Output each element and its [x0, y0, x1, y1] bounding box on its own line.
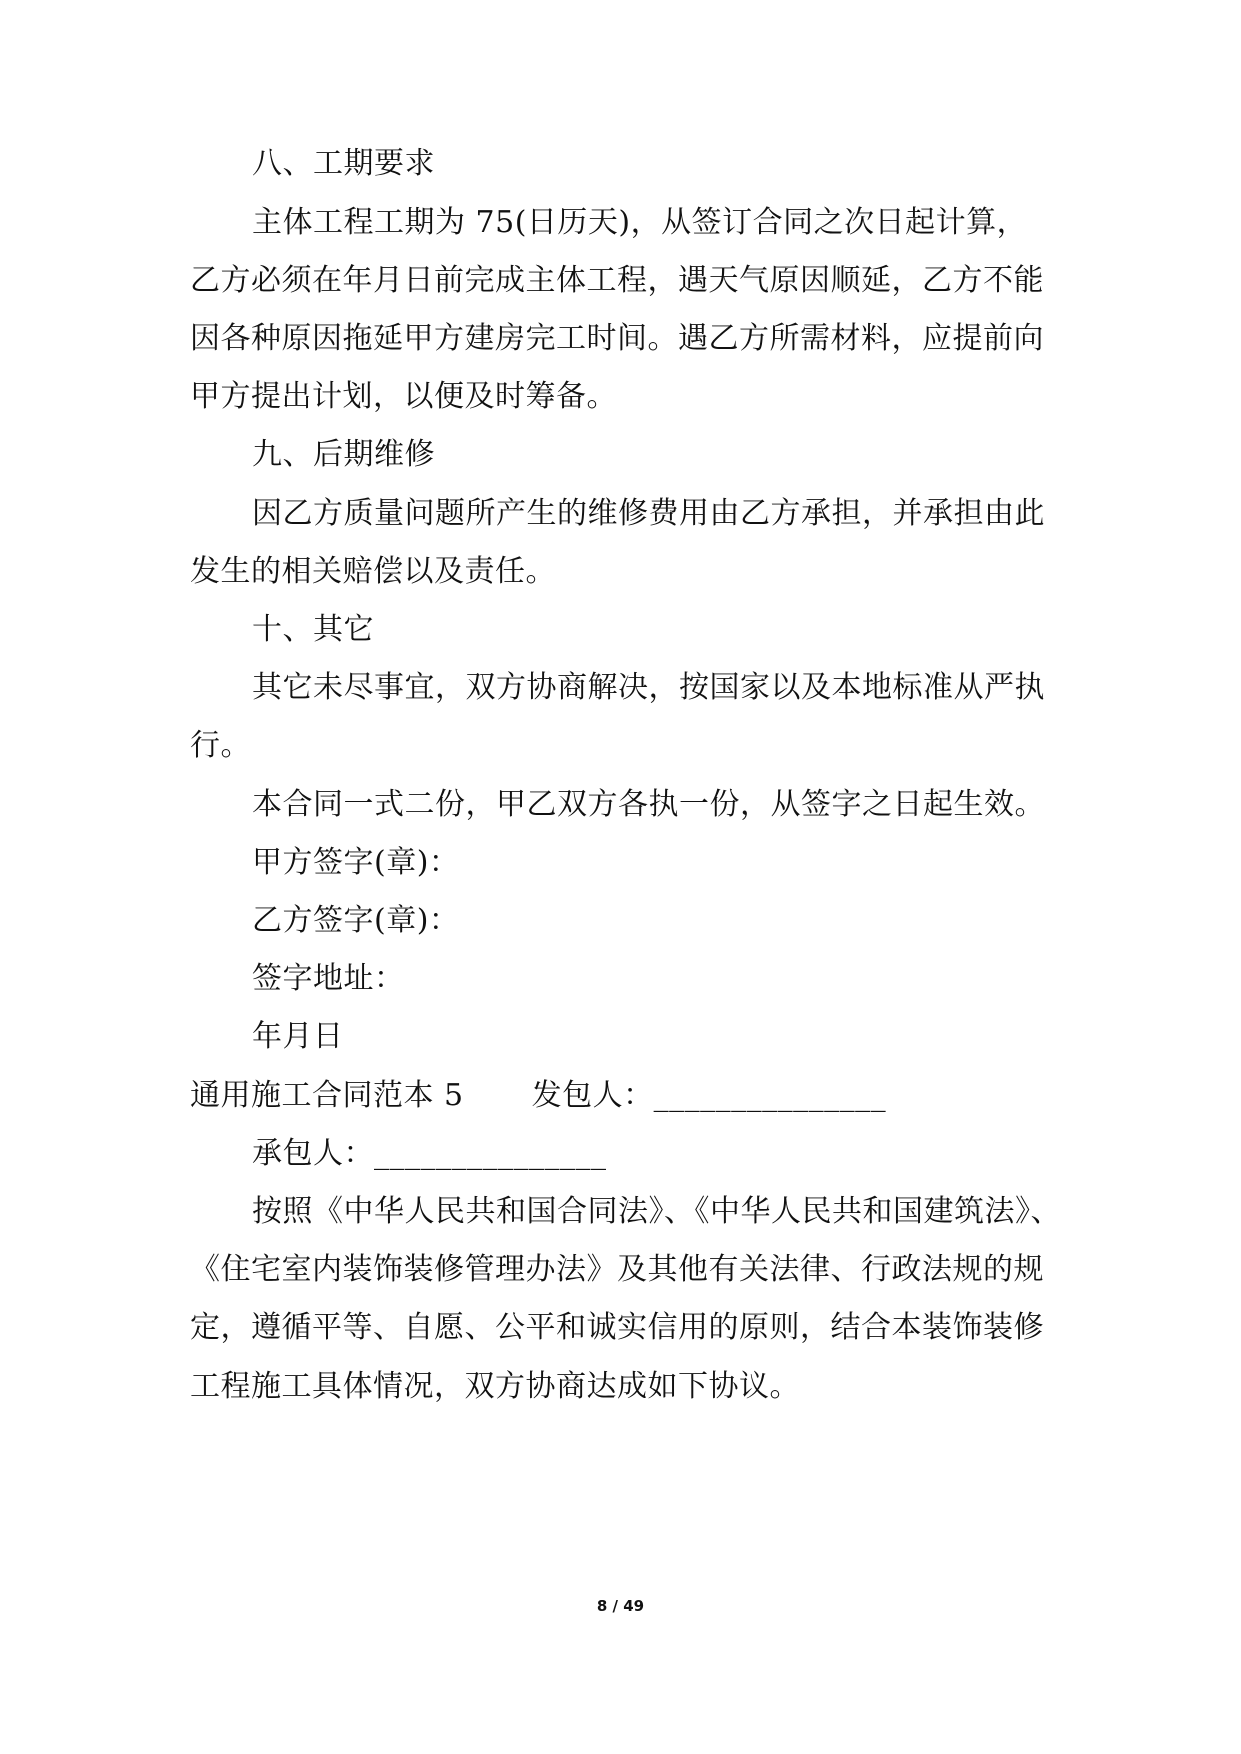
- signature-date: 年月日: [252, 1019, 344, 1054]
- template-title: 通用施工合同范本 5: [190, 1078, 464, 1113]
- paragraph-line: 其它未尽事宜，双方协商解决，按国家以及本地标准从严执: [252, 670, 1045, 705]
- paragraph-line: 本合同一式二份，甲乙双方各执一份，从签字之日起生效。: [252, 787, 1045, 822]
- section-heading-other: 十、其它: [252, 612, 374, 647]
- paragraph-line: 因乙方质量问题所产生的维修费用由乙方承担，并承担由此: [252, 496, 1045, 531]
- paragraph-line: 发生的相关赔偿以及责任。: [190, 554, 556, 589]
- paragraph-line: 定，遵循平等、自愿、公平和诚实信用的原则，结合本装饰装修: [190, 1310, 1044, 1345]
- section-heading-schedule: 八、工期要求: [252, 146, 435, 181]
- page-number: 8 / 49: [596, 1597, 645, 1615]
- paragraph-line: 工程施工具体情况，双方协商达成如下协议。: [190, 1369, 800, 1404]
- paragraph-line: 行。: [190, 728, 251, 763]
- paragraph-line: 按照《中华人民共和国合同法》、《中华人民共和国建筑法》、: [252, 1194, 1061, 1229]
- paragraph-line: 因各种原因拖延甲方建房完工时间。遇乙方所需材料，应提前向: [190, 321, 1044, 356]
- employer-field: 发包人：_______________: [531, 1078, 887, 1113]
- paragraph-line: 《住宅室内装饰装修管理办法》及其他有关法律、行政法规的规: [190, 1252, 1044, 1287]
- paragraph-line: 甲方提出计划，以便及时筹备。: [190, 379, 617, 414]
- paragraph-line: 主体工程工期为 75(日历天)，从签订合同之次日起计算，: [252, 205, 1028, 240]
- signature-address: 签字地址：: [252, 961, 405, 996]
- template-title-line: [190, 1076, 1090, 1116]
- signature-party-b: 乙方签字(章)：: [252, 903, 460, 938]
- paragraph-line: 乙方必须在年月日前完成主体工程，遇天气原因顺延，乙方不能: [190, 263, 1044, 298]
- section-heading-maintenance: 九、后期维修: [252, 437, 435, 472]
- signature-party-a: 甲方签字(章)：: [252, 845, 460, 880]
- contractor-field: 承包人：_______________: [252, 1136, 607, 1171]
